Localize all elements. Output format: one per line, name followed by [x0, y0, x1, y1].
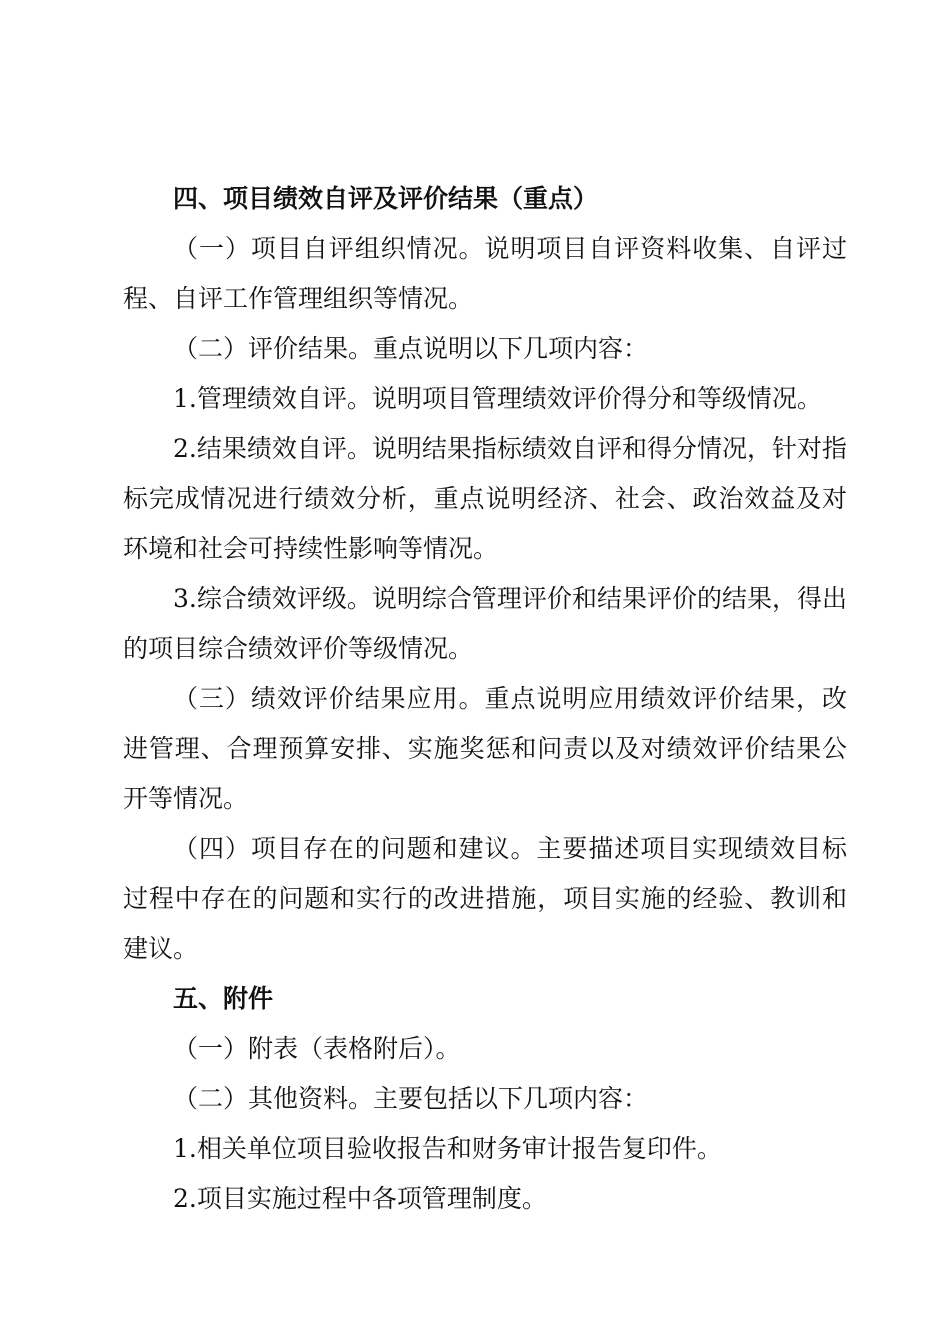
section-heading-results: 四、项目绩效自评及评价结果（重点） — [173, 184, 599, 213]
paragraph-other-materials: （二）其他资料。主要包括以下几项内容： — [173, 1084, 649, 1113]
paragraph-management-performance: 1.管理绩效自评。说明项目管理绩效评价得分和等级情况。 — [173, 384, 822, 413]
paragraph-acceptance-reports: 1.相关单位项目验收报告和财务审计报告复印件。 — [173, 1134, 722, 1163]
paragraph-self-evaluation-organization: （一）项目自评组织情况。说明项目自评资料收集、自评过程、自评工作管理组织等情况。 — [123, 234, 847, 313]
paragraph-result-performance: 2.结果绩效自评。说明结果指标绩效自评和得分情况，针对指标完成情况进行绩效分析，重点说明经济、社会、政治效益及对环境和社会可持续性影响等情况。 — [123, 434, 847, 563]
section-heading-attachments: 五、附件 — [173, 984, 274, 1013]
paragraph-problems-suggestions: （四）项目存在的问题和建议。主要描述项目实现绩效目标过程中存在的问题和实行的改进措施，项目实施的经验、教训和建议。 — [123, 834, 847, 963]
paragraph-management-systems: 2.项目实施过程中各项管理制度。 — [173, 1184, 547, 1213]
paragraph-result-application: （三）绩效评价结果应用。重点说明应用绩效评价结果，改进管理、合理预算安排、实施奖惩和问责以及对绩效评价结果公开等情况。 — [123, 684, 847, 813]
paragraph-evaluation-results: （二）评价结果。重点说明以下几项内容： — [173, 334, 649, 363]
paragraph-comprehensive-rating: 3.综合绩效评级。说明综合管理评价和结果评价的结果，得出的项目综合绩效评价等级情况。 — [123, 584, 847, 663]
paragraph-attached-tables: （一）附表（表格附后）。 — [173, 1034, 461, 1063]
document-body — [123, 174, 847, 1224]
